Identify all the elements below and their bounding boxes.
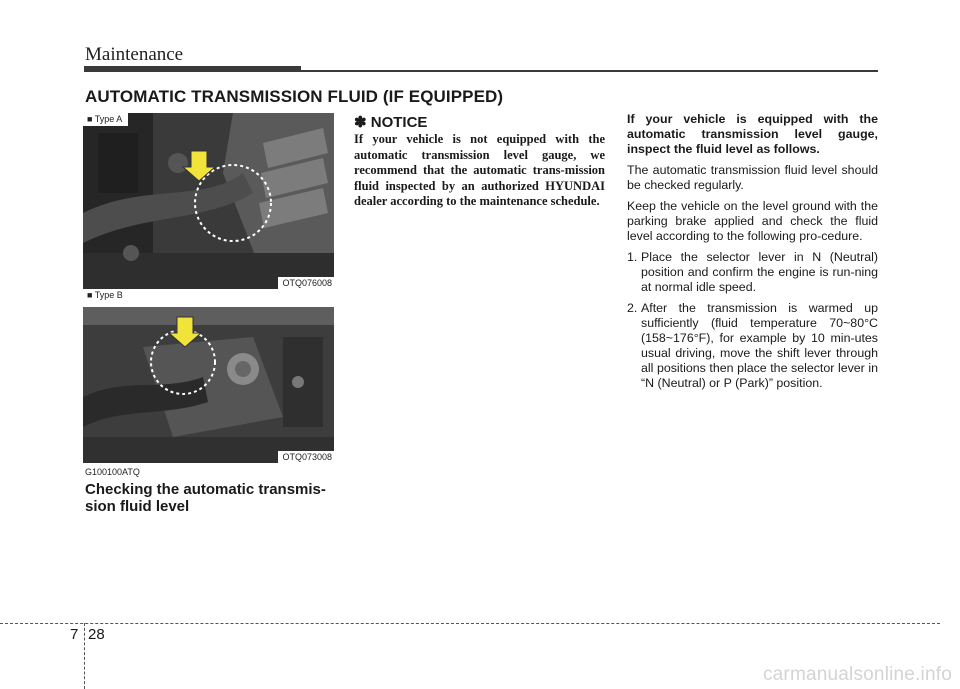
procedure-paragraph: Keep the vehicle on the level ground with the parking brake applied and check the fluid level according to the following pro-cedure. — [627, 199, 878, 243]
step-number: 1. — [627, 250, 638, 264]
page-number: 28 — [88, 626, 105, 643]
notice-body: If your vehicle is not equipped with the automatic transmission level gauge, we recommend that the automatic trans-mission fluid inspected by an authorized HYUNDAI dealer according to the maintenance schedule. — [354, 132, 605, 208]
section-title: AUTOMATIC TRANSMISSION FLUID (IF EQUIPPED) — [85, 87, 504, 106]
subsection-heading: Checking the automatic transmis-sion fluid level — [85, 481, 326, 515]
engine-illustration-b — [83, 307, 334, 463]
header-rule-thin — [300, 70, 878, 72]
procedure-lead: If your vehicle is equipped with the automatic transmission level gauge, inspect the fluid level as follows. — [627, 112, 878, 156]
figure-type-a-label: ■ Type A — [83, 113, 128, 126]
figure-type-b-label: ■ Type B — [87, 290, 123, 300]
procedure-step — [627, 301, 878, 391]
step-number: 2. — [627, 301, 638, 315]
procedure-step — [627, 250, 878, 295]
footer-rule — [0, 623, 940, 624]
notice-title: ✽ NOTICE — [354, 114, 428, 131]
procedure-paragraph: The automatic transmission fluid level should be checked regularly. — [627, 163, 878, 192]
footer-divider — [84, 623, 85, 689]
engine-illustration-a — [83, 113, 334, 289]
engine-photo-type-b — [83, 307, 334, 463]
procedure-column — [627, 112, 878, 397]
header-rule-thick — [84, 66, 301, 72]
figure-code-b: OTQ073008 — [278, 451, 334, 463]
figure-code-a: OTQ076008 — [278, 277, 334, 289]
document-code: G100100ATQ — [85, 467, 140, 477]
chapter-number: 7 — [70, 626, 79, 643]
step-text: After the transmission is warmed up sufficiently (fluid temperature 70~80°C (158~176°F), for example by 10 min-utes usual driving, move the shift lever through all positions then place the selector lever in “N (Neutral) or P (Park)” position. — [641, 301, 878, 390]
watermark: carmanualsonline.info — [762, 664, 952, 685]
engine-photo-type-a — [83, 113, 334, 289]
page-header-title: Maintenance — [85, 44, 184, 65]
step-text: Place the selector lever in N (Neutral) position and confirm the engine is run-ning at normal idle speed. — [641, 250, 878, 294]
